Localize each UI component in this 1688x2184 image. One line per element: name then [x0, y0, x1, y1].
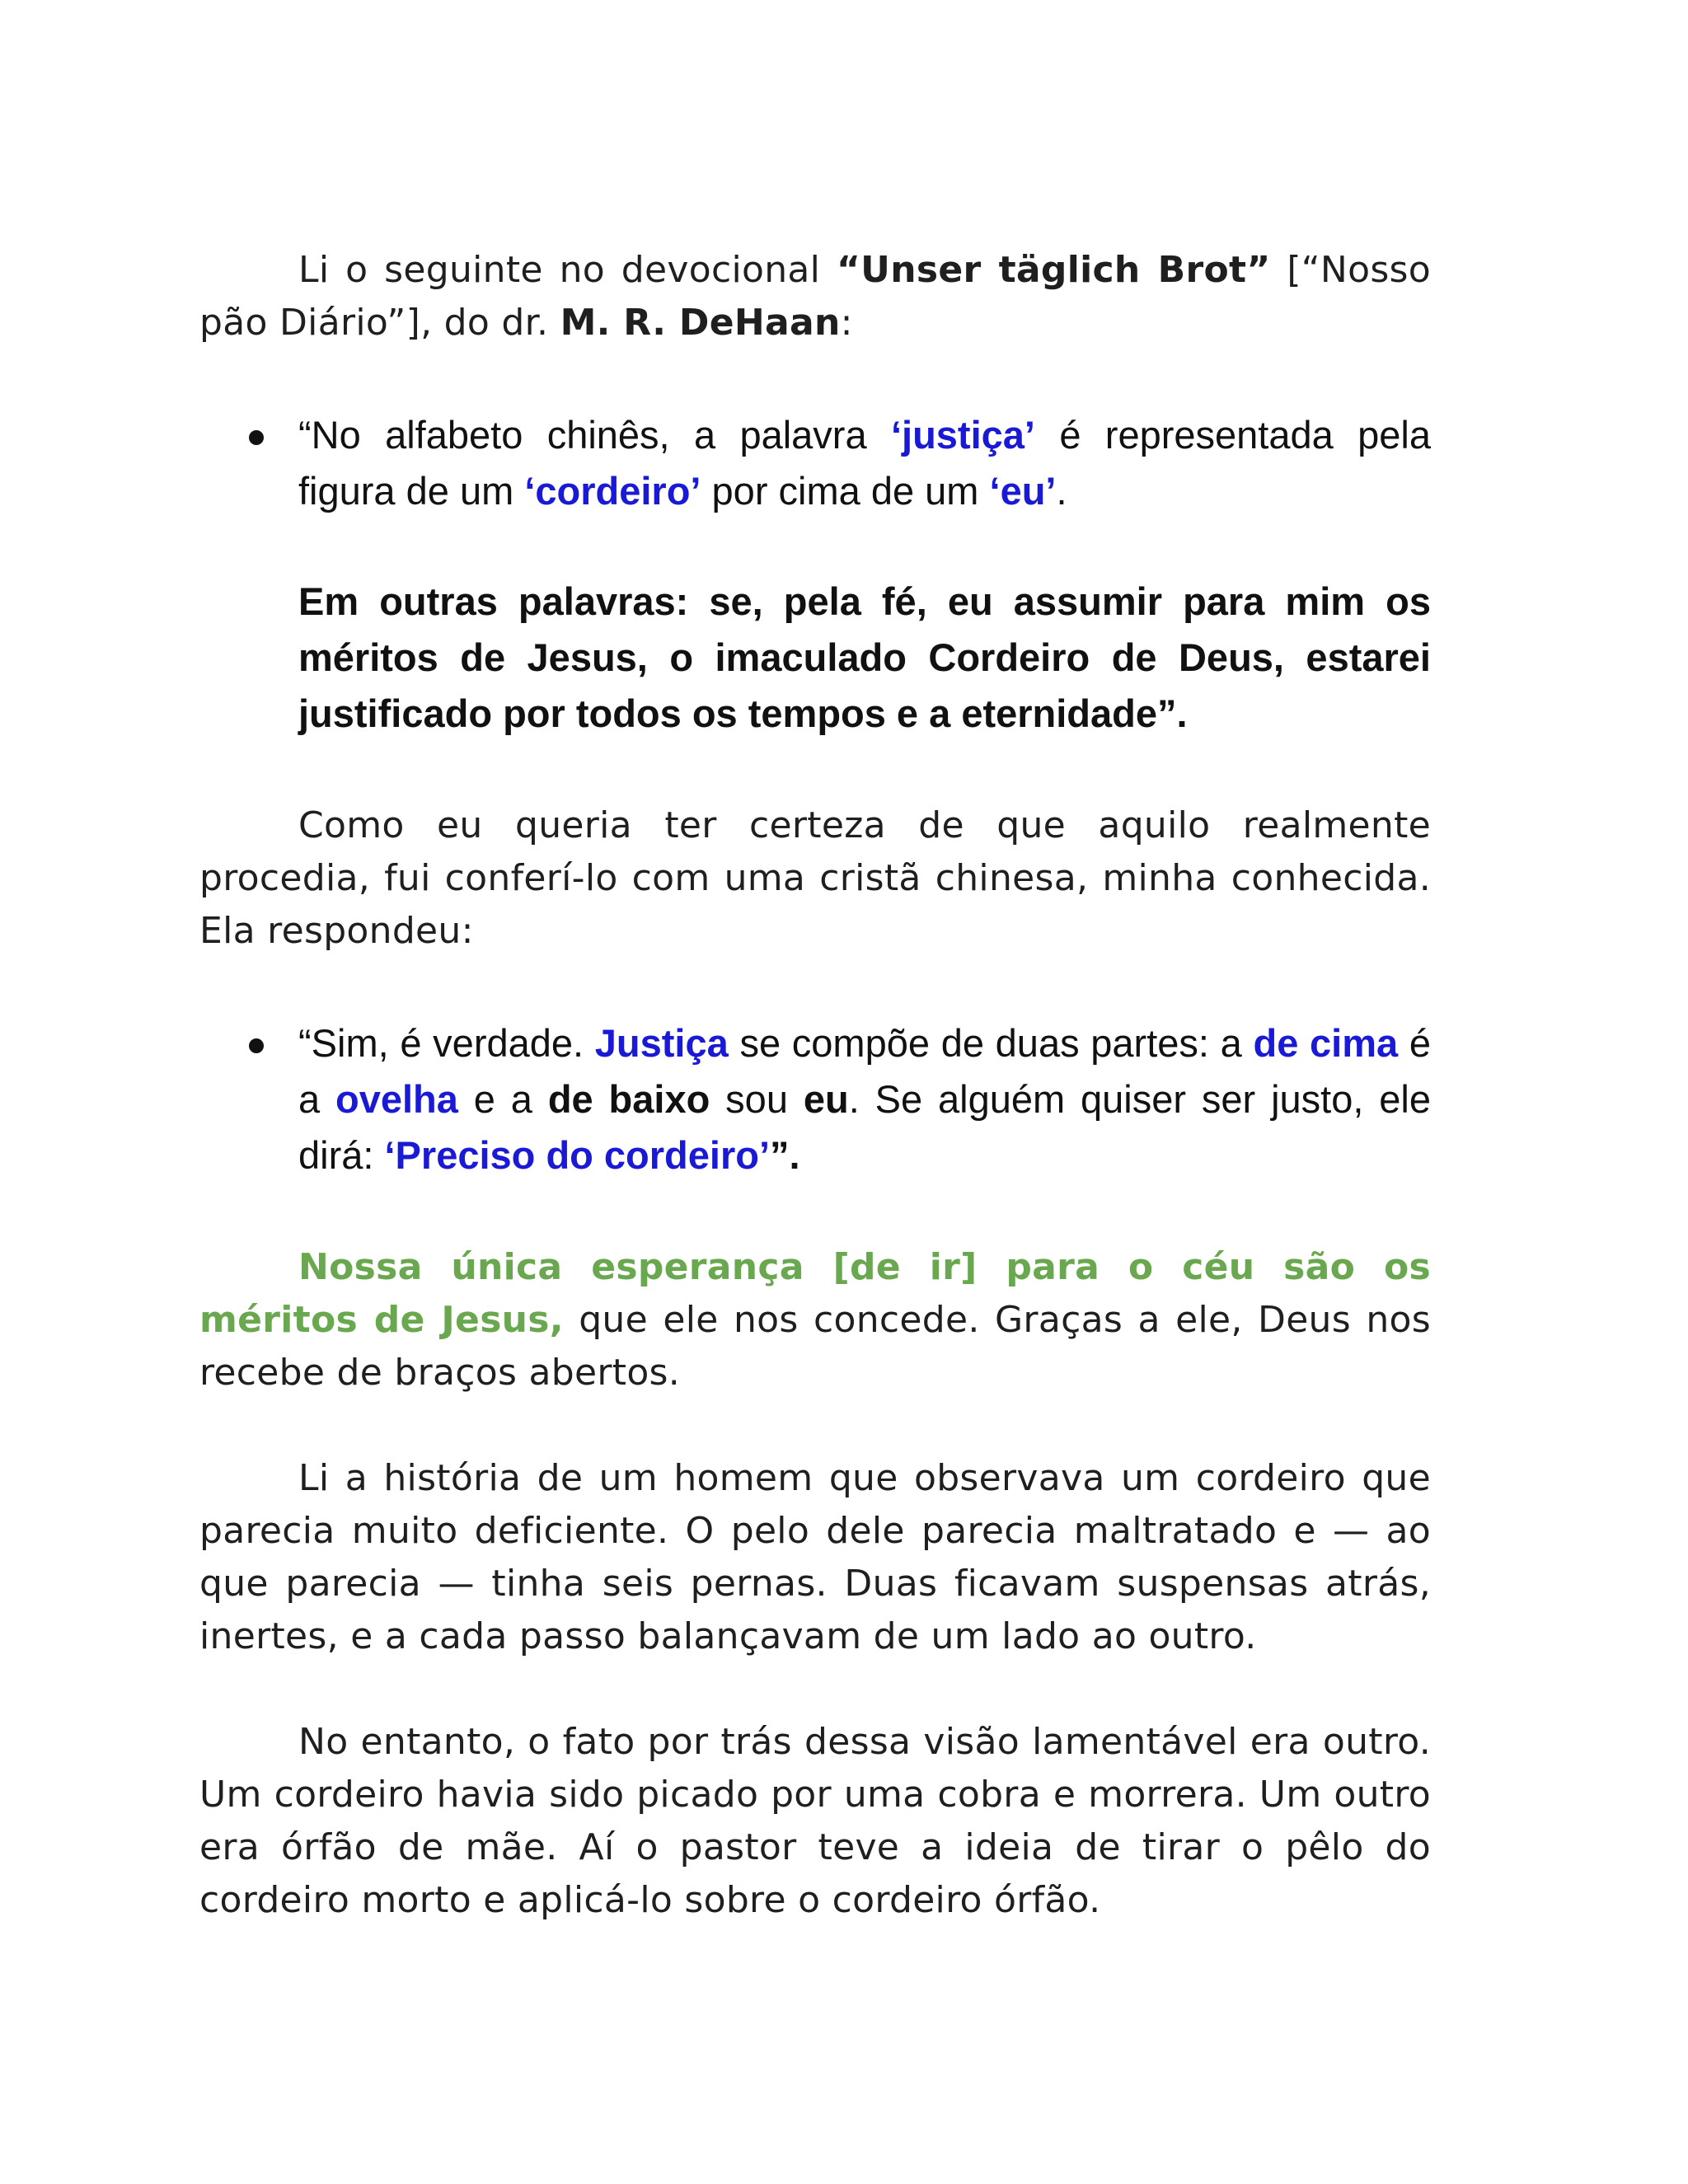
- word-de-cima: de cima: [1253, 1021, 1399, 1065]
- quote-1-part: é representada pela figura de um: [298, 413, 1431, 513]
- quote-2-part: ”.: [770, 1133, 800, 1177]
- author-name: M. R. DeHaan: [560, 302, 841, 344]
- word-de-baixo: de baixo: [547, 1077, 710, 1121]
- paragraph-3-text: que ele nos concede. Graças a ele, Deus nos recebe de braços abertos.: [199, 1299, 1431, 1394]
- quote-2-part: . Se alguém quiser ser justo, ele dirá:: [298, 1077, 1431, 1177]
- quote-2-part: sou: [710, 1077, 804, 1121]
- quote-2-text: [298, 1015, 1431, 1183]
- word-eu-2: eu: [803, 1077, 849, 1121]
- intro-text-1: Li o seguinte no devocional: [298, 249, 837, 291]
- devotional-title: “Unser täglich Brot”: [836, 249, 1271, 291]
- quote-1-part: “No alfabeto chinês, a palavra: [298, 413, 891, 457]
- quote-1-text: [298, 407, 1431, 519]
- word-justica-2: Justiça: [594, 1021, 729, 1065]
- intro-text-2: [“Nosso pão Diário”], do dr.: [199, 249, 1432, 344]
- quote-2-part: se compõe de duas partes: a: [728, 1021, 1254, 1065]
- quote-1-conclusion: Em outras palavras: se, pela fé, eu assumir para mim os méritos de Jesus, o imaculado Cordeiro de Deus, estarei justificado por todos os tempos e a eternidade”.: [298, 579, 1431, 735]
- paragraph-3: [199, 1241, 1431, 1399]
- document-body: [199, 244, 1431, 1927]
- highlight-hope: Nossa única esperança [de ir] para o céu são os méritos de Jesus,: [199, 1246, 1431, 1341]
- word-ovelha: ovelha: [335, 1077, 458, 1121]
- paragraph-5: No entanto, o fato por trás dessa visão lamentável era outro. Um cordeiro havia sido picado por uma cobra e morrera. Um outro era órfão de mãe. Aí o pastor teve a ideia de tirar o pêlo do cordeiro morto e aplicá-lo sobre o cordeiro órfão.: [199, 1721, 1431, 1921]
- phrase-preciso-do-cordeiro: ‘Preciso do cordeiro’: [384, 1133, 771, 1177]
- quote-block-2: [199, 1015, 1431, 1183]
- quote-1-part: .: [1056, 469, 1067, 513]
- bullet-icon: [249, 1038, 264, 1053]
- word-cordeiro: ‘cordeiro’: [524, 469, 701, 513]
- paragraph-4: Li a história de um homem que observava um cordeiro que parecia muito deficiente. O pelo dele parecia maltratado e — ao que parecia — tinha seis pernas. Duas ficavam suspensas atrás, inertes, e a cada passo balançavam de um lado ao outro.: [199, 1457, 1431, 1657]
- word-justica: ‘justiça’: [890, 413, 1035, 457]
- quote-2-part: é a: [298, 1021, 1431, 1121]
- paragraph-intro: [199, 244, 1431, 349]
- quote-2-part: e a: [457, 1077, 548, 1121]
- paragraph-2: Como eu queria ter certeza de que aquilo realmente procedia, fui conferí-lo com uma cristã chinesa, minha conhecida. Ela respondeu:: [199, 804, 1431, 952]
- word-eu: ‘eu’: [989, 469, 1057, 513]
- quote-block-1: [199, 407, 1431, 742]
- intro-text-3: :: [840, 302, 853, 344]
- bullet-icon: [249, 430, 264, 445]
- quote-2-part: “Sim, é verdade.: [298, 1021, 595, 1065]
- quote-1-part: por cima de um: [701, 469, 990, 513]
